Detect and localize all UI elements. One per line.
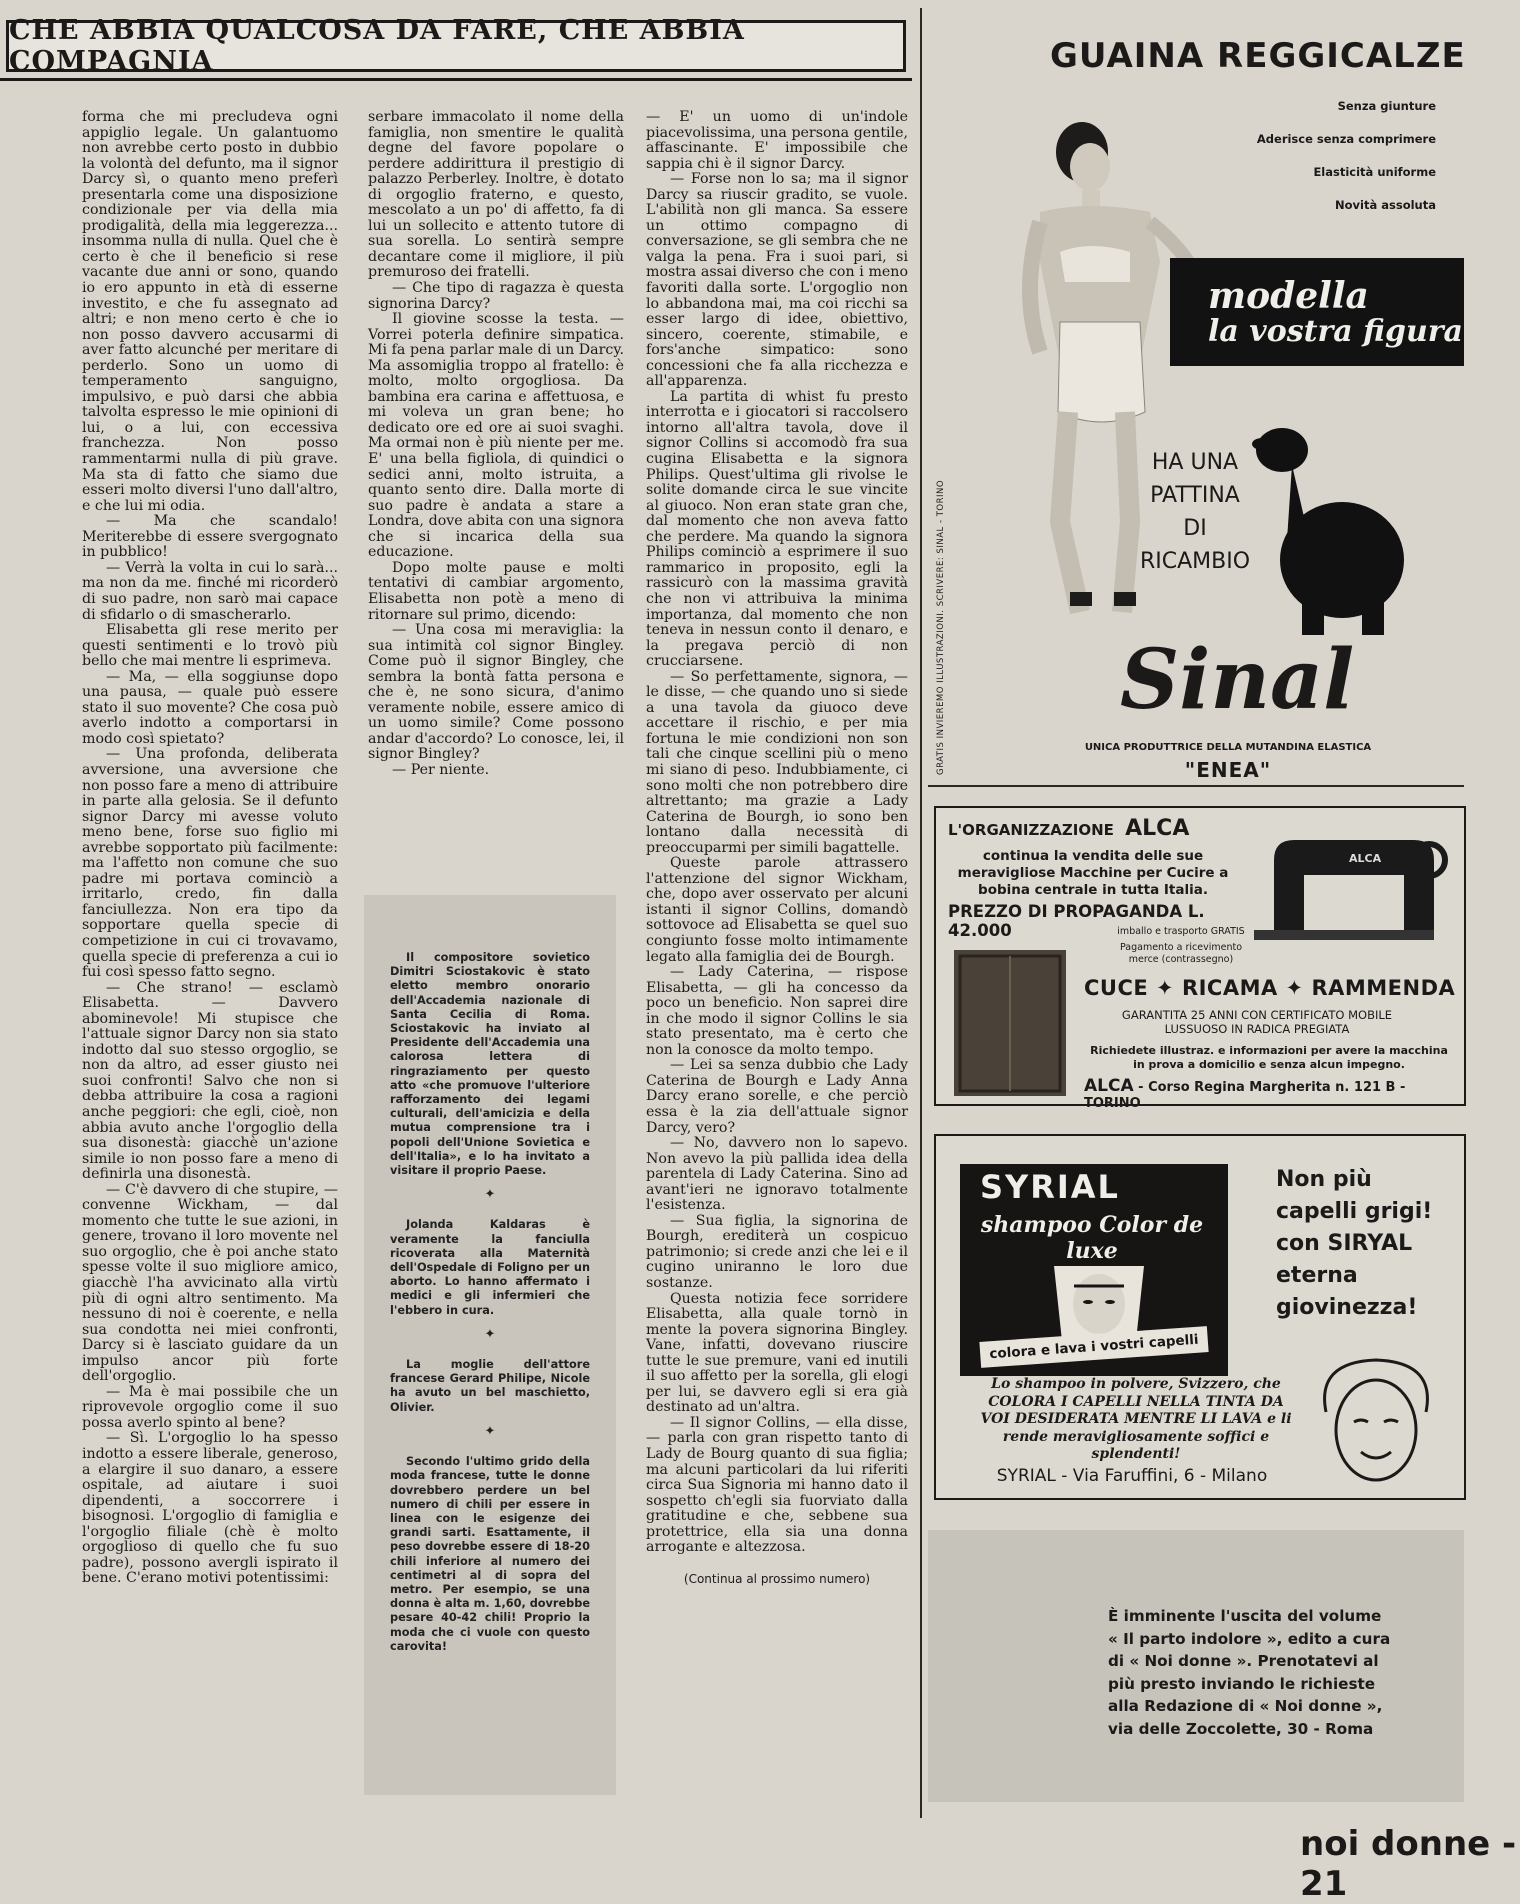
- notice-line: È imminente l'uscita del volume: [1108, 1607, 1382, 1625]
- notice-line: « Il parto indolore », edito a cura: [1108, 1629, 1391, 1648]
- banner-line: modella: [1208, 275, 1369, 317]
- machine-brand-label: ALCA: [1349, 852, 1382, 865]
- paragraph: Il giovine scosse la testa. — Vorrei poterla definire simpatica. Mi fa pena parlar male di un Darcy. Ma assomiglia troppo al fratello: è molto, molto orgogliosa. Da bambina era carina e affettuosa, e mi voleva un gran bene; ho dedicato ore ed ore ai suoi svaghi. Ma ormai non è più niente per me. E' una bella figliola, di quindici o sedici anni, molto istruita, a quanto sento dire. Dalla morte di suo padre è andata a stare a Londra, dove abita con una signora che si incarica della sua educazione.: [368, 311, 624, 561]
- paragraph: — Per niente.: [392, 761, 490, 778]
- news-item: Jolanda Kaldaras è veramente la fanciulla ricoverata alla Maternità dell'Ospedale di Foligno per un aborto. Lo hanno affermato i medici e gli infermieri che l'ebbero in cura.: [390, 1218, 590, 1317]
- dog-illustration: [1242, 410, 1412, 640]
- notice-line: di « Noi donne ». Prenotatevi al: [1108, 1652, 1379, 1670]
- woman-face-illustration: [1306, 1352, 1446, 1492]
- headline-line: con SIRYAL: [1276, 1231, 1413, 1256]
- headline-line: Non più: [1276, 1167, 1372, 1192]
- ad-sinal-title: GUAINA REGGICALZE: [1050, 36, 1466, 76]
- ad-alca-intro: continua la vendita delle sue meravigliose Macchine per Cucire a bobina centrale in tutta Italia.: [957, 848, 1229, 898]
- column-divider: [920, 8, 922, 1818]
- headline-line: capelli grigi!: [1276, 1199, 1433, 1224]
- paragraph: — Verrà la volta in cui lo sarà... ma non da me. finché mi ricorderò di suo padre, non sarò mai capace di sfidarlo o di smascherarlo.: [82, 559, 338, 623]
- spare-line: PATTINA: [1150, 483, 1240, 508]
- ad-alca-shipping: imballo e trasporto GRATIS: [1117, 926, 1245, 937]
- page-folio: noi donne - 21: [1300, 1824, 1517, 1904]
- address-brand: ALCA: [1084, 1076, 1134, 1096]
- org-prefix: L'ORGANIZZAZIONE: [948, 821, 1114, 839]
- article-title: CHE ABBIA QUALCOSA DA FARE, CHE ABBIA COMPAGNIA: [9, 15, 745, 77]
- ad-sinal-producer: UNICA PRODUTTRICE DELLA MUTANDINA ELASTICA: [1084, 742, 1372, 753]
- feature-item: Senza giunture: [1337, 99, 1436, 113]
- paragraph: — So perfettamente, signora, — le disse, — che quando uno si siede a una tavola da giuoco deve accettare il rischio, e per mia fortuna le mie condizioni non son tali che cinque scellini più o meno mi siano di peso. Indubbiamente, ci sono molti che non potrebbero dire altrettanto; ma grazie a Lady Caterina de Bourgh, io sono ben lontano dalla necessità di preoccuparmi per simili bagattelle.: [646, 668, 908, 856]
- ad-sinal-side-note: GRATIS INVIEREMO ILLUSTRAZIONI. SCRIVERE: SINAL - TORINO: [936, 479, 946, 775]
- paragraph: — Sì. L'orgoglio lo ha spesso indotto a essere liberale, generoso, a elargire il suo danaro, a essere ospitale, ad aiutare i suoi dipendenti, a soccorrere i bisognosi. L'orgoglio di famiglia e l'orgoglio filiale (chè è molto orgoglioso di quello che fu suo padre), possono avergli ispirato il bene. C'erano motivi potentissimi:: [82, 1430, 338, 1587]
- book-notice: [928, 1530, 1464, 1802]
- ad-alca-address-line: [1084, 1076, 1464, 1111]
- paragraph: — Una profonda, deliberata avversione, una avversione che non posso fare a meno di attribuire in parte alla gelosia. Se il defunto signor Darcy mi avesse voluto meno bene, forse suo figlio mi avrebbe sopportato più facilmente: ma l'affetto non comune che suo padre mi portava cominciò a irritarlo, credo, fin dalla fanciullezza. Non era tipo da sopportare quella specie di competizione in cui ci trovavamo, quella specie di preferenza a cui io fui così spesso fatto segno.: [82, 746, 338, 981]
- ad-sinal-model: "ENEA": [1184, 758, 1272, 782]
- syrial-logo-script: shampoo Color de luxe: [980, 1212, 1204, 1264]
- paragraph: Elisabetta gli rese merito per questi sentimenti e lo trovò più bello che mai mentre li esprimeva.: [82, 622, 338, 670]
- paragraph: — Una cosa mi meraviglia: la sua intimità col signor Bingley. Come può il signor Bingley, che sembra la bontà fatta persona e che è, ne sono sicura, d'animo veramente nobile, essere amico di un uomo simile? Come possono andar d'accordo? Lo conosce, lei, il signor Bingley?: [368, 622, 624, 763]
- header-rule: [0, 78, 912, 81]
- paragraph: Queste parole attrassero l'attenzione del signor Wickham, che, dopo aver osservato per alcuni istanti il signor Collins, domandò sottovoce ad Elisabetta se quel suo congiunto fosse molto intimamente legato alla famiglia dei de Bourgh.: [646, 855, 908, 965]
- syrial-slogan: colora e lava i vostri capelli: [979, 1326, 1208, 1368]
- notice-line: alla Redazione di « Noi donne »,: [1108, 1697, 1383, 1715]
- ad-syrial: [934, 1134, 1466, 1500]
- feature-item: Novità assoluta: [1335, 198, 1436, 212]
- ad-alca-payment: Pagamento a ricevimento merce (contrassegno): [1119, 942, 1243, 965]
- paragraph: — Sua figlia, la signorina de Bourgh, erediterà un cospicuo patrimonio; si crede anzi che lei e il cugino uniranno le loro due sostanze.: [646, 1212, 908, 1292]
- spare-line: RICAMBIO: [1139, 549, 1251, 574]
- continued-note: (Continua al prossimo numero): [683, 1571, 871, 1586]
- headline-line: giovinezza!: [1276, 1295, 1418, 1320]
- syrial-logo: SYRIAL: [980, 1168, 1120, 1206]
- paragraph: — Che strano! — esclamò Elisabetta. — Davvero abominevole! Mi stupisce che l'attuale signor Darcy non sia stato indotto dal suo stesso orgoglio, se non da altro, ad esser giusto nei suoi confronti! Salvo che non si debba attribuire la cosa a ragioni anche peggiori: che egli, cioè, non abbia avuto anche l'orgoglio della sua disonestà: giacchè un'azione simile io non posso fare a meno di definirla una disonestà.: [82, 979, 338, 1183]
- notice-line: più presto inviando le richieste: [1108, 1674, 1376, 1693]
- ad-alca: [934, 806, 1466, 1111]
- paragraph: Questa notizia fece sorridere Elisabetta, alla quale tornò in mente la povera signorina Bingley. Vane, infatti, dovevano riuscire tutte le sue premure, vani ed inutili il suo affetto per la sorella, gli elogi per lui, se davvero egli si era già destinato ad un'altra.: [646, 1290, 908, 1416]
- headline-line: eterna: [1276, 1263, 1358, 1288]
- news-item: La moglie dell'attore francese Gerard Philipe, Nicole ha avuto un bel maschietto, Olivier.: [390, 1358, 590, 1414]
- ad-alca-org: [948, 816, 1238, 841]
- paragraph: La partita di whist fu presto interrotta e i giocatori si raccolsero intorno all'altra tavola, dove il signor Collins si accomodò fra sua cugina Elisabetta e la signora Philips. Quest'ultima gli rivolse le solite domande circa le sue vincite al giuoco. Non eran state gran che, dal momento che non aveva fatto che perdere. Ma quando la signora Philips cominciò a esprimere il suo rammarico in proposito, egli la rassicurò con la massima gravità che non vi attribuiva la minima importanza, dal momento che non teneva in nessun conto il denaro, e la pregava perciò di non crucciarsene.: [646, 388, 908, 670]
- paragraph: — Lady Caterina, — rispose Elisabetta, — gli ha concesso da poco un beneficio. Non saprei dire in che modo il signor Collins le sia stato presentato, ma è certo che non la conosce da molto tempo.: [646, 964, 908, 1058]
- feature-item: Aderisce senza comprimere: [1256, 132, 1436, 146]
- spare-line: HA UNA: [1151, 450, 1239, 475]
- paragraph: forma che mi precludeva ogni appiglio legale. Un galantuomo non avrebbe certo posto in dubbio la volontà del defunto, ma il signor Darcy sì, o quanto meno preferì presentarla come una disposizione condizionale per via della mia prodigalità, della mia leggerezza... insomma nulla di nulla. Quel che è certo è che il beneficio si rese vacante due anni or sono, quando io ero appunto in età di esserne investito, e che fu assegnato ad altri; e non meno certo è che io non posso davvero accusarmi di aver fatto alcunché per meritare di perderlo. Sono un uomo di temperamento sanguigno, impulsivo, e può darsi che abbia talvolta espresso le mie opinioni di lui, o a lui, con eccessiva franchezza. Non posso rammentarmi nulla di più grave. Ma sta di fatto che siamo due esseri molto diversi l'uno dall'altro, e che lui mi odia.: [82, 109, 338, 514]
- ad-alca-request: Richiedete illustraz. e informazioni per avere la macchina in prova a domicilio e senza alcun impegno.: [1090, 1044, 1448, 1071]
- syrial-address: SYRIAL - Via Faruffini, 6 - Milano: [996, 1466, 1268, 1486]
- news-separator: ✦: [484, 1187, 496, 1203]
- address: - Corso Regina Margherita n. 121 B - TORINO: [1084, 1080, 1406, 1111]
- ad-separator: [928, 785, 1464, 787]
- ad-alca-price: PREZZO DI PROPAGANDA L. 42.000: [948, 902, 1205, 940]
- news-separator: ✦: [484, 1326, 496, 1342]
- feature-item: Elasticità uniforme: [1313, 165, 1436, 179]
- paragraph: — E' un uomo di un'indole piacevolissima, una persona gentile, affascinante. E' impossibile che sappia chi è il signor Darcy.: [646, 109, 908, 172]
- paragraph: — Ma, — ella soggiunse dopo una pausa, — quale può essere stato il suo movente? Che cosa può averlo indotto a comportarsi in modo così spietato?: [82, 668, 338, 747]
- ad-sinal-brand: Sinal: [1120, 632, 1355, 728]
- article-column-2: [368, 110, 624, 870]
- ad-sinal-banner: [1170, 258, 1464, 366]
- news-separator: ✦: [484, 1423, 496, 1439]
- paragraph: — Il signor Collins, — ella disse, — parla con gran rispetto tanto di Lady de Bourg quanto di sua figlia; ma alcuni particolari da lui riferiti circa Sua Signoria mi hanno dato il sospetto ch'egli sia fuorviato dalla gratitudine e che, sebbene sua protettrice, ella sia una donna arrogante e altezzosa.: [646, 1414, 908, 1556]
- news-box: [364, 895, 616, 1795]
- paragraph: — No, davvero non lo sapevo. Non avevo la più pallida idea della parentela di Lady Caterina. Sino ad avant'ieri ne ignoravo totalmente l'esistenza.: [646, 1135, 908, 1214]
- paragraph: — C'è davvero di che stupire, — convenne Wickham, — dal momento che tutte le sue azioni, in genere, trovano il loro movente nel suo orgoglio, che è poi anche stato spesse volte il suo migliore amico, giacchè l'ha avvicinato alla virtù più di ogni altro sentimento. Ma nessuno di noi è coerente, e nella sua condotta nei miei confronti, Darcy si è lasciato guidare da un impulso ancor più forte dell'orgoglio.: [82, 1181, 338, 1385]
- article-header: [6, 15, 906, 77]
- paragraph: — Ma che scandalo! Meriterebbe di essere svergognato in pubblico!: [82, 513, 338, 561]
- syrial-headline: [1276, 1164, 1456, 1324]
- sewing-machine-illustration: [1254, 820, 1454, 960]
- article-column-1: [82, 110, 338, 1810]
- syrial-body: Lo shampoo in polvere, Svizzero, che COLORA I CAPELLI NELLA TINTA DA VOI DESIDERATA MENTRE LI LAVA e li rende meravigliosamente soffici e splendenti!: [980, 1376, 1292, 1462]
- ad-alca-guarantee: GARANTITA 25 ANNI CON CERTIFICATO MOBILE LUSSUOSO IN RADICA PREGIATA: [1121, 1008, 1393, 1036]
- banner-line: la vostra figura: [1208, 314, 1463, 349]
- article-column-3: [646, 110, 908, 1810]
- org-name: ALCA: [1125, 816, 1190, 841]
- ad-alca-slogan: CUCE ✦ RICAMA ✦ RAMMENDA: [1084, 976, 1456, 1000]
- paragraph: — Ma è mai possibile che un riprovevole orgoglio come il suo possa averlo spinto al bene?: [82, 1383, 338, 1431]
- news-item: Il compositore sovietico Dimitri Sciostakovic è stato eletto membro onorario dell'Accademia nazionale di Santa Cecilia di Roma. Sciostakovic ha inviato al Presidente dell'Accademia una calorosa lettera di ringraziamento per questo atto «che promuove l'ulteriore rafforzamento dei legami culturali, dell'amicizia e della mutua comprensione tra i popoli dell'Unione Sovietica e dell'Italia», e lo ha invitato a visitare il proprio Paese.: [390, 951, 590, 1178]
- news-item: Secondo l'ultimo grido della moda francese, tutte le donne dovrebbero perdere un bel numero di chili per essere in linea con le esigenze dei grandi sarti. Esattamente, il peso dovrebbe essere di 18-20 chili inferiore al numero dei centimetri al di sopra del metro. Per esempio, se una donna è alta m. 1,60, dovrebbe pesare 40-42 chili! Proprio la moda che ci vuole con questo carovita!: [390, 1455, 590, 1653]
- paragraph: — Che tipo di ragazza è questa signorina Darcy?: [368, 280, 624, 312]
- cabinet-illustration: [950, 946, 1070, 1101]
- notice-line: via delle Zoccolette, 30 - Roma: [1108, 1719, 1374, 1738]
- spare-line: DI: [1183, 516, 1207, 541]
- paragraph: serbare immacolato il nome della famiglia, non smentire le qualità degne del favore popolare o perdere addirittura il prestigio di palazzo Perberley. Inoltre, è dotato di orgoglio fraterno, e questo, mescolato a un po' di affetto, fa di lui un sollecito e attento tutore di sua sorella. Lo sentirà sempre decantare come il migliore, il più premuroso dei fratelli.: [368, 109, 624, 281]
- paragraph: Dopo molte pause e molti tentativi di cambiar argomento, Elisabetta non potè a meno di ritornare sul primo, dicendo:: [368, 559, 624, 623]
- paragraph: — Forse non lo sa; ma il signor Darcy sa riuscir gradito, se vuole. L'abilità non gli manca. Sa essere un ottimo compagno di conversazione, se gli sembra che ne valga la pena. Fra i suoi pari, si mostra assai diverso che con i meno favoriti dalla sorte. L'orgoglio non lo abbandona mai, ma coi ricchi sa esser largo di idee, obiettivo, sincero, coerente, stimabile, e fors'anche simpatico: sono concessioni che fa alla ricchezza e all'apparenza.: [646, 171, 908, 390]
- paragraph: — Lei sa senza dubbio che Lady Caterina de Bourgh e Lady Anna Darcy erano sorelle, e che perciò essa è la zia dell'attuale signor Darcy, vero?: [646, 1057, 908, 1136]
